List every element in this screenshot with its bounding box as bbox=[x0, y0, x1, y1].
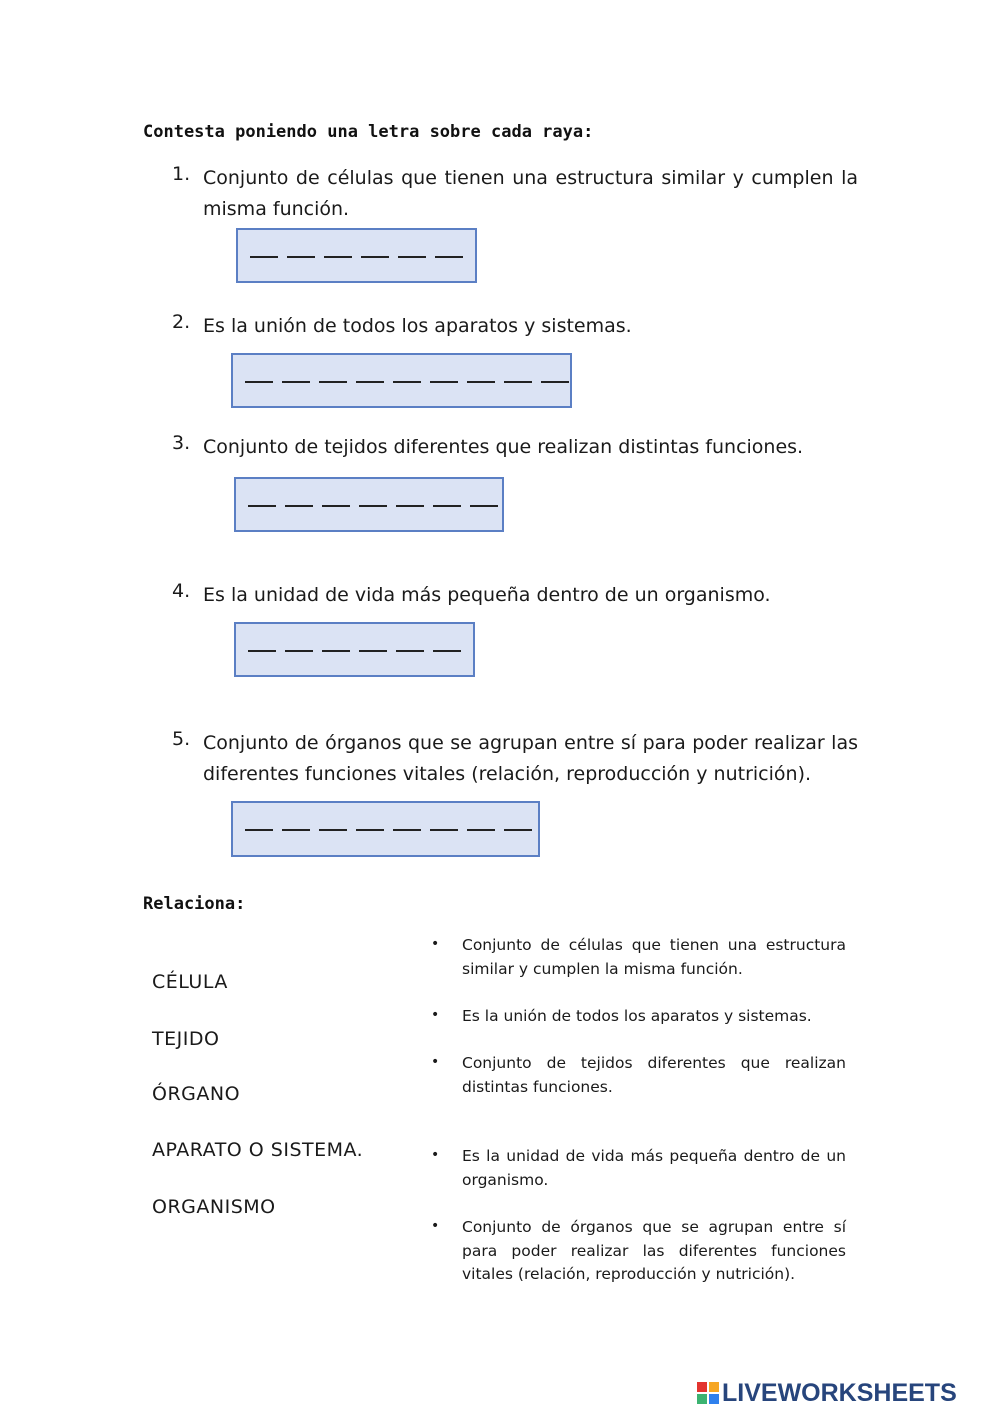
letter-blank[interactable] bbox=[435, 256, 463, 258]
letter-blank[interactable] bbox=[248, 505, 276, 507]
letter-blank[interactable] bbox=[433, 650, 461, 652]
logo-text: LIVEWORKSHEETS bbox=[722, 1378, 957, 1407]
letter-blank[interactable] bbox=[504, 381, 532, 383]
question-4-number: 4. bbox=[172, 580, 191, 602]
letter-blank[interactable] bbox=[467, 381, 495, 383]
letter-blank[interactable] bbox=[433, 505, 461, 507]
definition-3-bullet: • bbox=[431, 1054, 440, 1070]
letter-blank[interactable] bbox=[287, 256, 315, 258]
term-aparato-sistema[interactable]: APARATO O SISTEMA. bbox=[152, 1139, 364, 1161]
answer-box-4[interactable] bbox=[234, 622, 475, 677]
term-celula[interactable]: CÉLULA bbox=[152, 971, 228, 993]
letter-blank[interactable] bbox=[319, 829, 347, 831]
liveworksheets-logo bbox=[697, 1376, 957, 1410]
definition-2[interactable]: Es la unión de todos los aparatos y sistemas. bbox=[462, 1007, 812, 1025]
letter-blank[interactable] bbox=[322, 650, 350, 652]
letter-blank[interactable] bbox=[282, 829, 310, 831]
matching-section-title: Relaciona: bbox=[143, 894, 246, 914]
question-1-number: 1. bbox=[172, 163, 191, 185]
letter-blank[interactable] bbox=[467, 829, 495, 831]
definition-1[interactable]: Conjunto de células que tienen una estructura similar y cumplen la misma función. bbox=[462, 936, 846, 978]
answer-box-5[interactable] bbox=[231, 801, 540, 857]
question-3-number: 3. bbox=[172, 432, 191, 454]
letter-blank[interactable] bbox=[356, 829, 384, 831]
answer-box-1[interactable] bbox=[236, 228, 477, 283]
letter-blank[interactable] bbox=[396, 505, 424, 507]
letter-blank[interactable] bbox=[359, 650, 387, 652]
letter-blank[interactable] bbox=[322, 505, 350, 507]
letter-blank[interactable] bbox=[398, 256, 426, 258]
definition-3[interactable]: Conjunto de tejidos diferentes que realizan distintas funciones. bbox=[462, 1054, 846, 1096]
term-tejido[interactable]: TEJIDO bbox=[152, 1028, 220, 1050]
letter-blank[interactable] bbox=[285, 650, 313, 652]
letter-blank[interactable] bbox=[430, 381, 458, 383]
letter-blank[interactable] bbox=[245, 829, 273, 831]
letter-blank[interactable] bbox=[248, 650, 276, 652]
question-2-text: Es la unión de todos los aparatos y sistemas. bbox=[203, 315, 632, 337]
question-5-number: 5. bbox=[172, 728, 191, 750]
letter-blank[interactable] bbox=[504, 829, 532, 831]
term-organo[interactable]: ÓRGANO bbox=[152, 1083, 241, 1105]
letter-blank[interactable] bbox=[250, 256, 278, 258]
letter-blank[interactable] bbox=[324, 256, 352, 258]
letter-blank[interactable] bbox=[361, 256, 389, 258]
letter-blank[interactable] bbox=[396, 650, 424, 652]
letter-blank[interactable] bbox=[541, 381, 569, 383]
letter-blank[interactable] bbox=[245, 381, 273, 383]
question-4-text: Es la unidad de vida más pequeña dentro de un organismo. bbox=[203, 584, 771, 606]
term-organismo[interactable]: ORGANISMO bbox=[152, 1196, 276, 1218]
question-3-text: Conjunto de tejidos diferentes que realizan distintas funciones. bbox=[203, 436, 804, 458]
answer-box-3[interactable] bbox=[234, 477, 504, 532]
fill-in-section-title: Contesta poniendo una letra sobre cada raya: bbox=[143, 122, 594, 142]
letter-blank[interactable] bbox=[285, 505, 313, 507]
letter-blank[interactable] bbox=[393, 381, 421, 383]
letter-blank[interactable] bbox=[282, 381, 310, 383]
logo-mark-icon bbox=[697, 1382, 719, 1404]
letter-blank[interactable] bbox=[470, 505, 498, 507]
letter-blank[interactable] bbox=[430, 829, 458, 831]
definition-1-bullet: • bbox=[431, 936, 440, 952]
definition-4-bullet: • bbox=[431, 1147, 440, 1163]
letter-blank[interactable] bbox=[359, 505, 387, 507]
question-5-text: Conjunto de órganos que se agrupan entre sí para poder realizar las diferentes funciones vitales (relación, reproducción y nutrición). bbox=[203, 732, 858, 785]
definition-2-bullet: • bbox=[431, 1007, 440, 1023]
letter-blank[interactable] bbox=[356, 381, 384, 383]
answer-box-2[interactable] bbox=[231, 353, 572, 408]
letter-blank[interactable] bbox=[393, 829, 421, 831]
definition-5-bullet: • bbox=[431, 1218, 440, 1234]
definition-5[interactable]: Conjunto de órganos que se agrupan entre sí para poder realizar las diferentes funciones vitales (relación, reproducción y nutrición). bbox=[462, 1218, 846, 1283]
letter-blank[interactable] bbox=[319, 381, 347, 383]
question-1-text: Conjunto de células que tienen una estructura similar y cumplen la misma función. bbox=[203, 167, 858, 220]
question-2-number: 2. bbox=[172, 311, 191, 333]
definition-4[interactable]: Es la unidad de vida más pequeña dentro de un organismo. bbox=[462, 1147, 846, 1189]
